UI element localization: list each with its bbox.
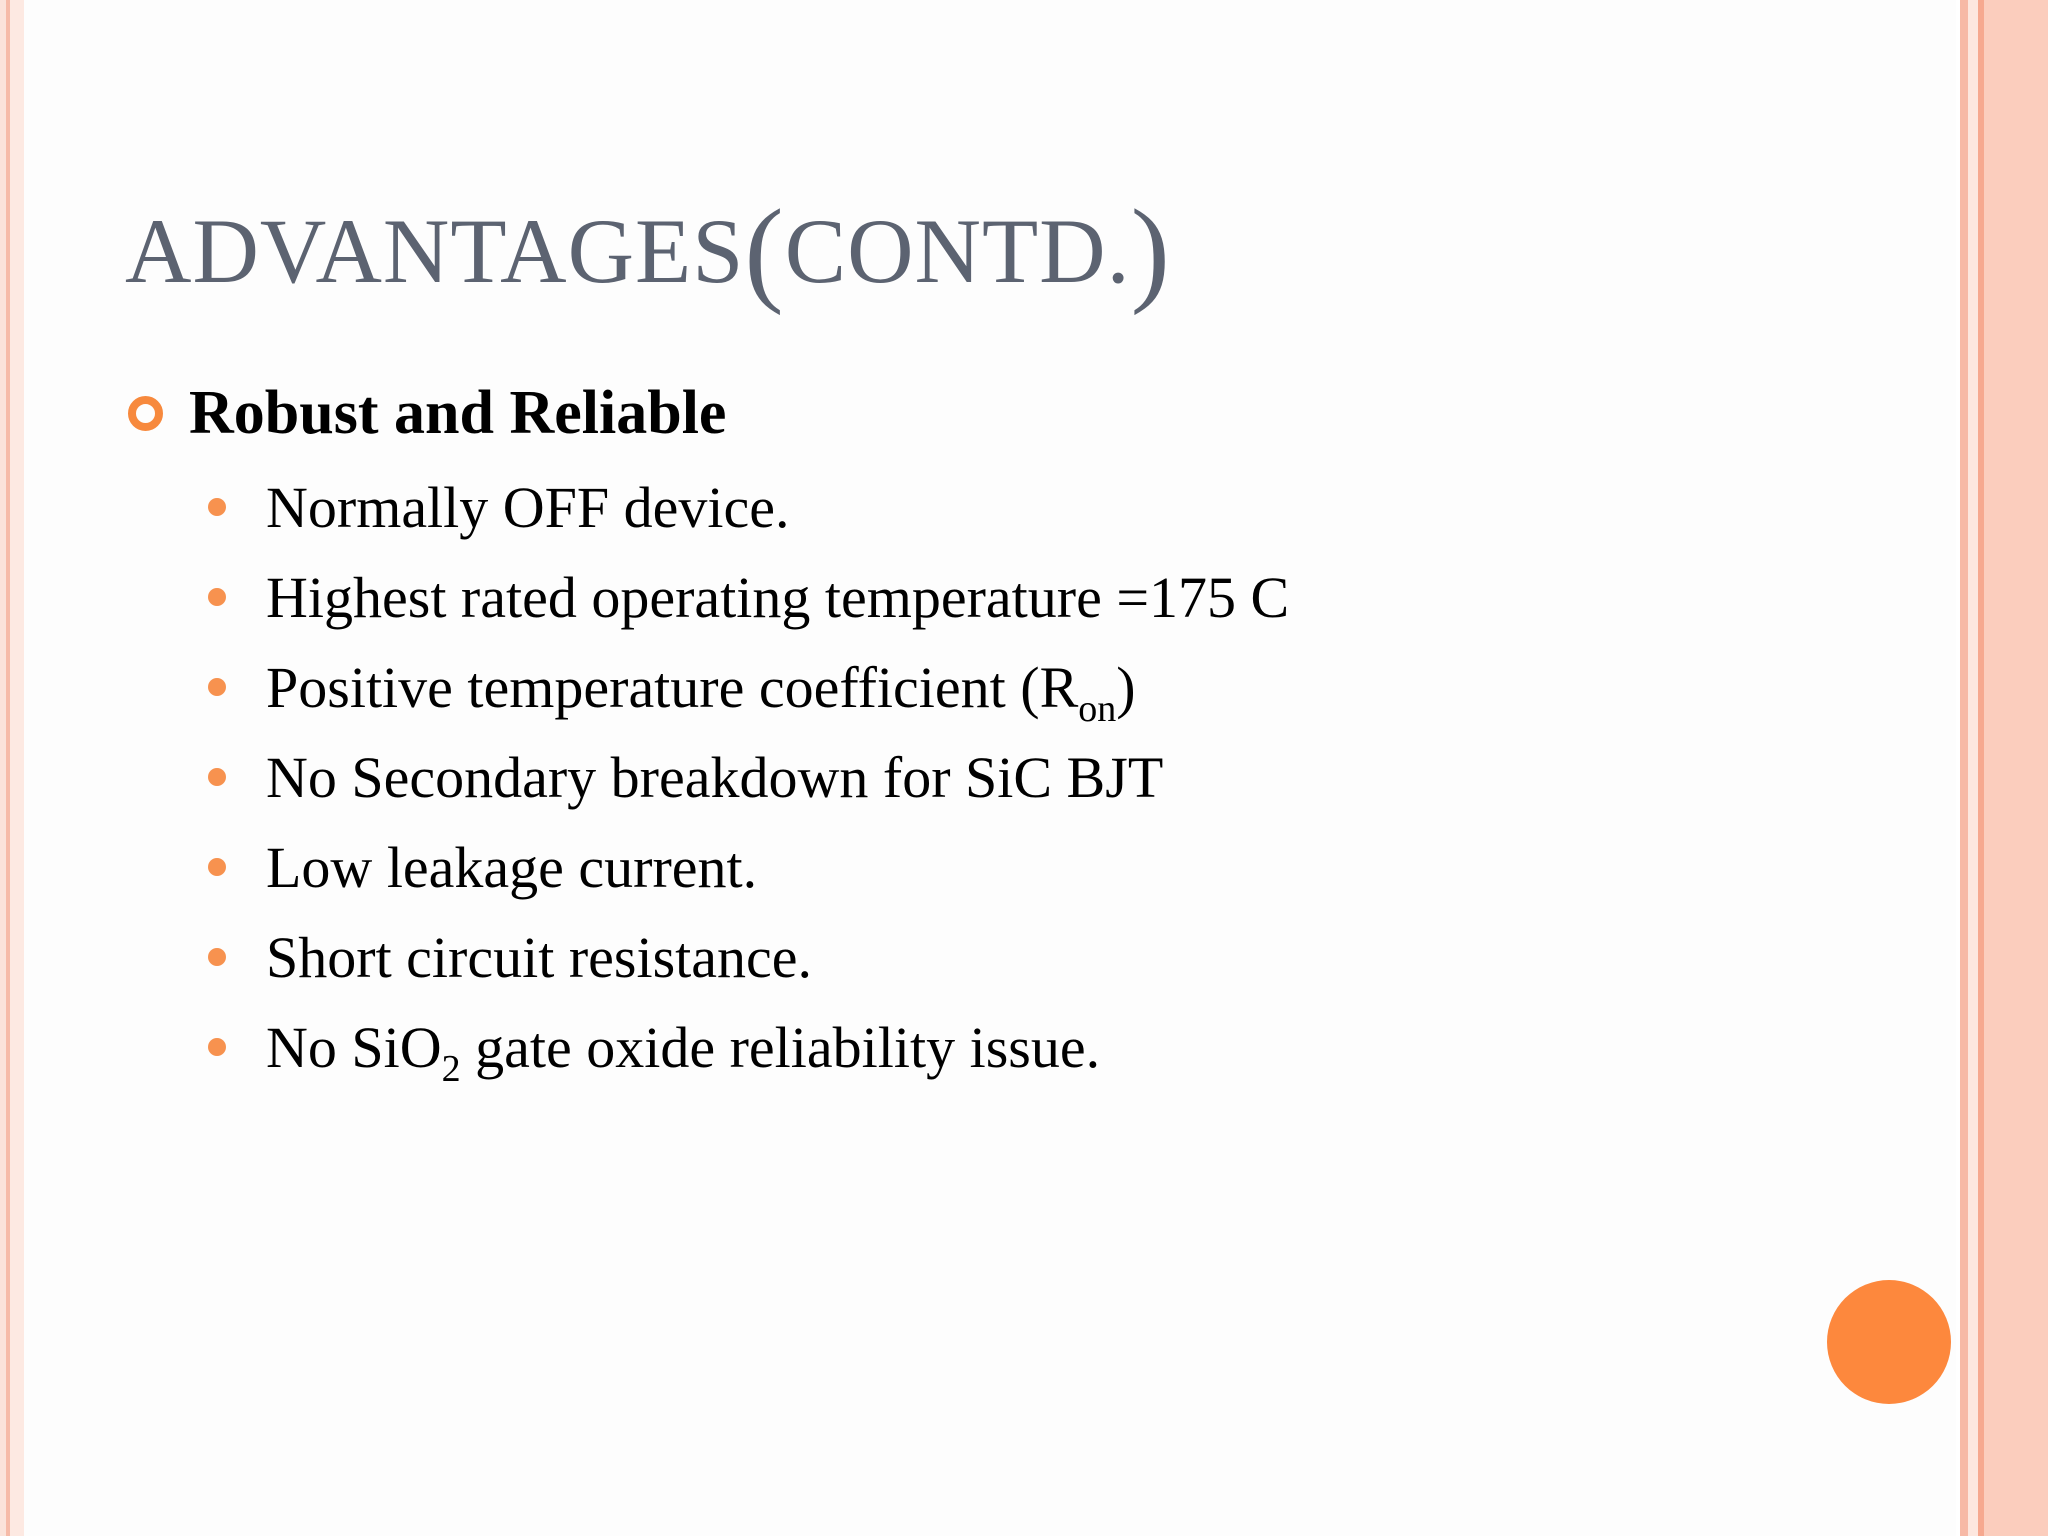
list-item [208,642,1289,732]
list-item-text: Highest rated operating temperature =175 C [266,564,1290,630]
dot-bullet-icon [208,768,226,786]
list-item [208,1002,1289,1092]
list-item-text-pre: No SiO [266,1014,442,1080]
orange-circle-decoration [1827,1280,1951,1404]
sub-bullet-list [208,462,1289,1092]
list-item-text [266,654,1136,730]
subscript: on [1078,687,1117,730]
list-item-text: No Secondary breakdown for SiC BJT [266,744,1164,810]
list-item-text-pre: Positive temperature coefficient (R [266,654,1079,720]
ring-bullet-icon [128,396,163,431]
list-item-text-post: ) [1116,654,1136,720]
subscript: 2 [441,1047,461,1090]
list-item [208,552,1289,642]
list-item [208,822,1289,912]
list-item [208,912,1289,1002]
dot-bullet-icon [208,858,226,876]
dot-bullet-icon [208,948,226,966]
title-close-paren: ) [1130,185,1171,316]
dot-bullet-icon [208,588,226,606]
title-main: ADVANTAGES [125,200,745,302]
dot-bullet-icon [208,1038,226,1056]
level1-bullet-item [128,373,726,453]
dot-bullet-icon [208,498,226,516]
title-inner: CONTD. [784,200,1131,302]
list-item-text: Normally OFF device. [266,474,790,540]
title-open-paren: ( [744,185,785,316]
list-item [208,462,1289,552]
list-item [208,732,1289,822]
right-border-decoration [1956,0,2048,1536]
dot-bullet-icon [208,678,226,696]
left-border-decoration [0,0,24,1536]
slide-title [125,185,1171,316]
list-item-text-post: gate oxide reliability issue. [460,1014,1101,1080]
list-item-text [266,1014,1101,1090]
level1-label: Robust and Reliable [189,378,727,447]
list-item-text: Low leakage current. [266,834,758,900]
list-item-text: Short circuit resistance. [266,924,812,990]
